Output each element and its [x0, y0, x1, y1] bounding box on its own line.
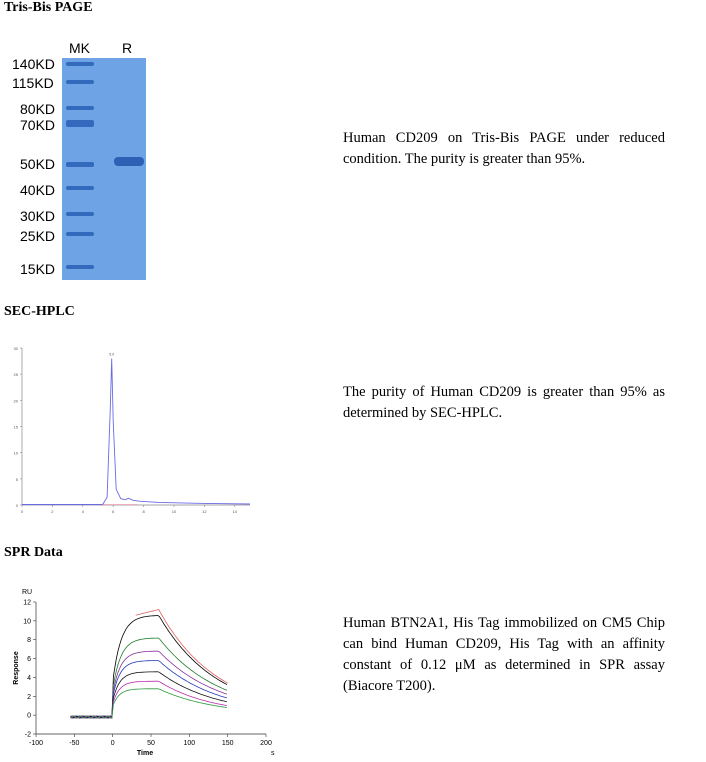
x-tick-label: -50	[69, 740, 80, 747]
marker-band	[66, 162, 94, 167]
x-tick-label: 150	[221, 740, 234, 747]
x-tick-label: 6	[112, 509, 115, 514]
y-tick-label: 6	[27, 656, 31, 664]
x-tick-label: 0	[110, 740, 115, 747]
y-tick-label: 30	[13, 346, 18, 351]
y-unit-label: RU	[22, 589, 33, 596]
spr-section-title: SPR Data	[4, 545, 63, 560]
y-tick-label: 0	[15, 503, 18, 508]
marker-band	[66, 232, 94, 236]
sec-section-title: SEC-HPLC	[4, 304, 75, 319]
page-description: Human CD209 on Tris-Bis PAGE under reduced condition. The purity is greater than 95%.	[343, 130, 665, 167]
sec-hplc-chart	[0, 340, 260, 525]
x-tick-label: 2	[51, 509, 54, 514]
spr-description: Human BTN2A1, His Tag immobilized on CM5 Chip can bind Human CD209, His Tag with an affinity constant of 0.12 μM as determined in SPR assay (Biacore T200).	[343, 615, 665, 694]
y-tick-label: 2	[27, 693, 31, 701]
marker-label: 70KD	[20, 117, 56, 133]
x-axis-label: Time	[136, 750, 154, 757]
peak-label: 5.9	[109, 352, 115, 357]
x-tick-label: 10	[171, 509, 177, 514]
page-section-title: Tris-Bis PAGE	[4, 0, 93, 15]
gel-image	[62, 58, 146, 280]
marker-band	[66, 62, 94, 66]
marker-band	[66, 106, 94, 110]
marker-band	[66, 212, 94, 216]
spr-curve	[71, 651, 227, 718]
lane-label-mk: MK	[69, 40, 90, 56]
marker-band	[66, 120, 94, 127]
y-tick-label: 12	[23, 599, 31, 607]
y-tick-label: 10	[13, 450, 18, 456]
marker-label: 80KD	[20, 101, 56, 117]
y-tick-label: -2	[24, 731, 31, 739]
spr-curve	[71, 638, 227, 718]
spr-chart	[0, 582, 290, 760]
x-tick-label: 100	[183, 740, 196, 747]
marker-band	[66, 80, 94, 84]
y-tick-label: 10	[23, 618, 31, 626]
spr-curve	[71, 689, 227, 718]
sample-band	[114, 157, 144, 166]
x-tick-label: 14	[232, 509, 238, 514]
marker-band	[66, 265, 94, 269]
x-tick-label: 4	[81, 509, 84, 514]
x-tick-label: 8	[142, 509, 145, 514]
marker-label: 15KD	[20, 261, 56, 277]
x-tick-label: 50	[147, 740, 155, 747]
marker-label: 30KD	[20, 208, 56, 224]
lane-label-r: R	[122, 40, 133, 56]
y-tick-label: 25	[13, 372, 18, 378]
x-tick-label: 12	[202, 509, 207, 514]
y-tick-label: 0	[27, 712, 31, 720]
x-tick-label: -100	[28, 740, 44, 747]
y-tick-label: 8	[27, 637, 31, 645]
spr-curve	[71, 681, 227, 718]
marker-label: 140KD	[12, 56, 55, 72]
marker-label: 40KD	[20, 182, 56, 198]
x-unit-label: s	[271, 750, 275, 757]
marker-label: 50KD	[20, 156, 56, 172]
sec-trace	[22, 359, 250, 505]
sec-description: The purity of Human CD209 is greater than 95% as determined by SEC-HPLC.	[343, 384, 665, 421]
x-tick-label: 0	[20, 509, 24, 514]
marker-label: 25KD	[20, 228, 56, 244]
marker-label: 115KD	[12, 75, 54, 91]
y-tick-label: 4	[27, 674, 31, 682]
y-tick-label: 20	[13, 398, 18, 404]
marker-band	[66, 186, 94, 190]
y-tick-label: 5	[15, 476, 18, 482]
x-tick-label: 200	[260, 740, 272, 747]
y-axis-label: Response	[13, 651, 20, 685]
y-tick-label: 15	[13, 424, 18, 430]
